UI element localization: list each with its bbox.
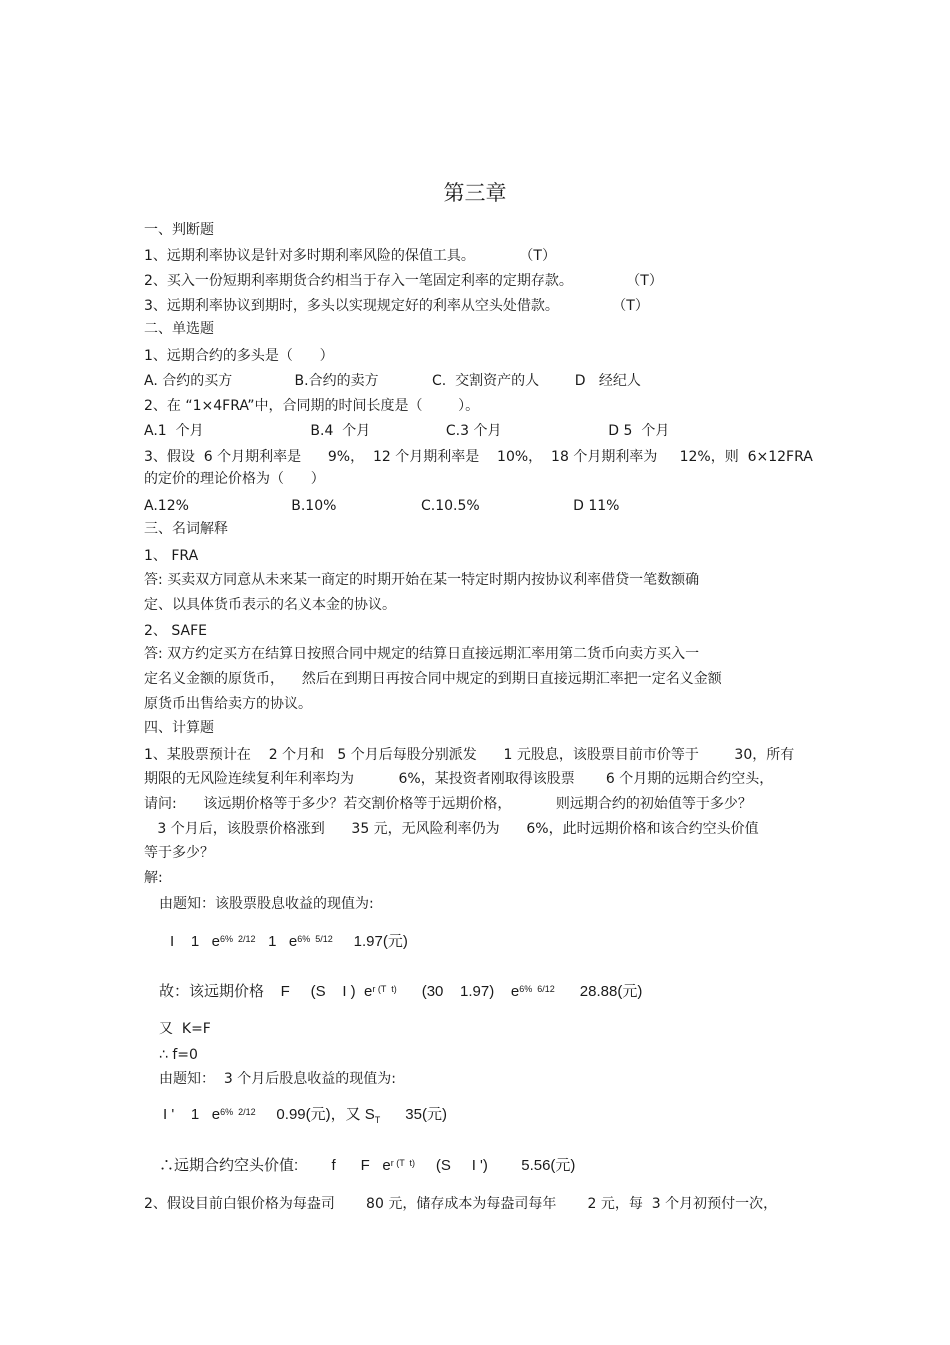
text-line: 四、计算题	[144, 720, 214, 736]
eq-exponent: 6% 6/12	[519, 984, 555, 994]
text-line: 一、判断题	[144, 222, 214, 238]
text-line: A.12% B.10% C.10.5% D 11%	[144, 498, 620, 514]
text-line: 1、远期利率协议是针对多时期利率风险的保值工具。 （T）	[144, 248, 556, 264]
equation-dividend-pv-3m	[163, 1106, 447, 1125]
eq-part: I 1 e	[170, 933, 221, 950]
eq-result: 1.97(元)	[332, 933, 408, 950]
eq-part: 故：该远期价格 F (S I ) e	[159, 983, 373, 1000]
text-line: 又 K=F	[159, 1021, 211, 1037]
text-line: 3 个月后，该股票价格涨到 35 元，无风险利率仍为 6%，此时远期价格和该合约空头价值	[144, 821, 759, 837]
text-line: 2、假设目前白银价格为每盎司 80 元，储存成本为每盎司每年 2 元，每 3 个月初预付一次，	[144, 1196, 778, 1212]
text-line: 请问: 该远期价格等于多少？若交割价格等于远期价格， 则远期合约的初始值等于多少？	[144, 796, 752, 812]
text-line: ∴ f=0	[159, 1047, 198, 1063]
text-line: 由题知：该股票股息收益的现值为:	[159, 896, 374, 912]
text-line: 2、在 “1×4FRA”中，合同期的时间长度是（ ）。	[144, 398, 480, 414]
text-line: A.1 个月 B.4 个月 C.3 个月 D 5 个月	[144, 423, 670, 439]
text-line: 三、名词解释	[144, 521, 228, 537]
eq-exponent: r (T t)	[390, 1158, 416, 1168]
text-line: 1、某股票预计在 2 个月和 5 个月后每股分别派发 1 元股息，该股票目前市价等于 30，所有	[144, 747, 795, 763]
equation-short-value	[159, 1157, 575, 1176]
text-line: 的定价的理论价格为（ ）	[144, 471, 325, 487]
eq-part: 0.99(元)，又 S	[255, 1106, 375, 1123]
eq-exponent: 6% 2/12	[220, 1107, 256, 1117]
text-line: 等于多少？	[144, 845, 214, 861]
text-line: 二、单选题	[144, 321, 214, 337]
text-line: A. 合约的买方 B.合约的卖方 C. 交割资产的人 D 经纪人	[144, 373, 641, 389]
eq-part: ∴远期合约空头价值: f F e	[159, 1157, 391, 1174]
eq-exponent: r (T t)	[372, 984, 397, 994]
eq-exponent: 6% 2/12	[220, 934, 256, 944]
eq-result: 28.88(元)	[554, 983, 643, 1000]
equation-dividend-pv	[170, 933, 408, 952]
eq-subscript: T	[374, 1115, 381, 1125]
text-line: 1、 FRA	[144, 548, 199, 564]
eq-part: (30 1.97) e	[396, 983, 520, 1000]
text-line: 定名义金额的原货币， 然后在到期日再按合同中规定的到期日直接远期汇率把一定名义金额	[144, 671, 722, 687]
text-line: 解:	[144, 870, 163, 886]
text-line: 定、以具体货币表示的名义本金的协议。	[144, 597, 396, 613]
eq-part: 1 e	[255, 933, 298, 950]
eq-result: (S I ') 5.56(元)	[415, 1157, 576, 1174]
eq-exponent: 6% 5/12	[297, 934, 333, 944]
eq-part: I ' 1 e	[163, 1106, 221, 1123]
text-line: 答: 双方约定买方在结算日按照合同中规定的结算日直接远期汇率用第二货币向卖方买入一	[144, 646, 700, 662]
text-line: 2、买入一份短期利率期货合约相当于存入一笔固定利率的定期存款。 （T）	[144, 273, 663, 289]
text-line: 由题知： 3 个月后股息收益的现值为:	[159, 1071, 396, 1087]
chapter-title: 第三章	[443, 181, 507, 205]
text-line: 原货币出售给卖方的协议。	[144, 696, 312, 712]
text-line: 期限的无风险连续复利年利率均为 6%，某投资者刚取得该股票 6 个月期的远期合约空头，	[144, 771, 774, 787]
text-line: 2、 SAFE	[144, 623, 207, 639]
text-line: 3、远期利率协议到期时，多头以实现规定好的利率从空头处借款。 （T）	[144, 298, 649, 314]
text-line: 3、假设 6 个月期利率是 9%， 12 个月期利率是 10%， 18 个月期利率为 12%，则 6×12FRA	[144, 449, 813, 465]
equation-forward-price	[159, 983, 642, 1002]
eq-result: 35(元)	[380, 1106, 447, 1123]
text-line: 答: 买卖双方同意从未来某一商定的时期开始在某一特定时期内按协议利率借贷一笔数额确	[144, 572, 700, 588]
text-line: 1、远期合约的多头是（ ）	[144, 348, 334, 364]
